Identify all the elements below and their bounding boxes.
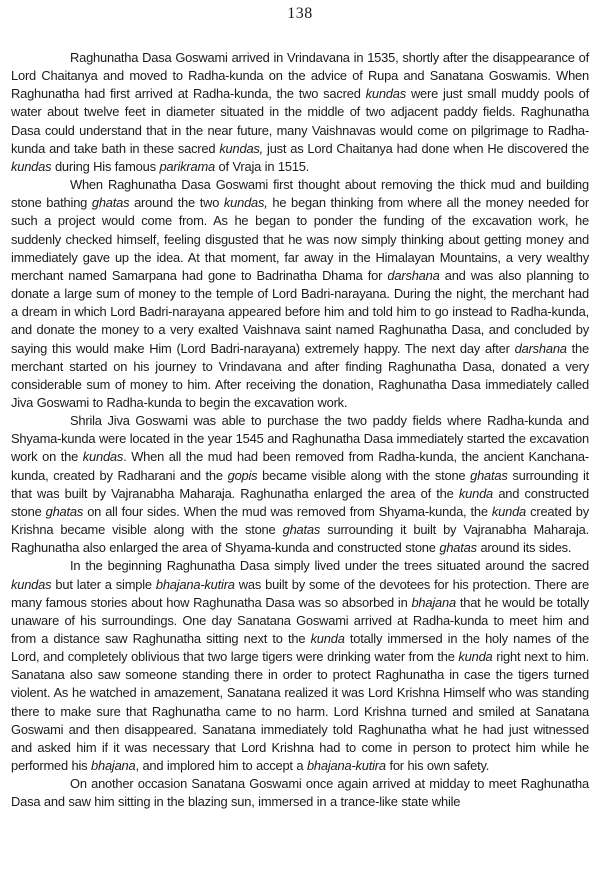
paragraph xyxy=(11,412,589,557)
text-run: for his own safety. xyxy=(385,758,490,774)
text-run: of Vraja in 1515. xyxy=(214,158,310,174)
paragraph xyxy=(11,49,589,176)
text-run: during His famous xyxy=(51,158,160,174)
italic-term: darshana xyxy=(387,267,440,283)
text-run: and was also planning to donate a large sum of money to the temple of Lord Badri-narayana. During the night, the merchant had a dream in which Lord Badri-narayana appeared before him and told him to go instead to Radha-kunda, and donate the money to a very exalted Vaishnava saint named Raghunatha Dasa, and concluded by saying this would make Him (Lord Badri-narayana) extremely happy. The next day after xyxy=(11,267,590,356)
text-run: In the beginning Raghunatha Dasa simply lived under the trees situated around the sacred xyxy=(70,558,589,574)
italic-term: kunda xyxy=(310,631,345,646)
italic-term: kundas xyxy=(365,86,406,102)
text-run: Raghunatha Dasa Goswami arrived in Vrindavana in 1535, shortly after the disappearance of Lord Chaitanya and moved to Radha-kunda on the advice of Rupa and Sanatana Goswamis. When Raghunatha had first arrived at Radha-kunda, the two sacred xyxy=(11,50,589,102)
text-run: Shrila Jiva Goswami was able to purchase the two paddy fields where Radha-kunda and Shyama-kunda were located in the year 1545 and Raghunatha Dasa immediately started the excavation work on the xyxy=(11,413,589,465)
text-run: just as Lord Chaitanya had done when He discovered the xyxy=(263,140,589,156)
text-run: right next to him. Sanatana also saw someone standing there in order to protect Raghunatha in case the tigers turned violent. As he watched in amazement, Sanatana realized it was Lord Krishna Himself who was standing there to make sure that Raghunatha came to no harm. Lord Krishna turned and smiled at Sanatana Goswami and then disappeared. Sanatana immediately told Raghunatha what he had just witnessed and asked him if it was necessary that Lord Krishna had to come in person to protect him while he performed his xyxy=(11,649,589,774)
text-run: surrounding it that was built by Vajranabha Maharaja. Raghunatha enlarged the area of the xyxy=(11,467,590,501)
text-run: he began thinking from where all the money needed for such a project would come from. As he began to ponder the funding of the excavation work, he suddenly checked himself, feeling disgusted that he was now simply thinking about getting money and immediately gave up the idea. At that moment, far away in the Himalayan Mountains, a very wealthy merchant named Samarpana had gone to Badrinatha Dhama for xyxy=(11,195,589,283)
text-run: were just small muddy pools of water about twelve feet in diameter situated in the middle of two adjacent paddy fields. Raghunatha Dasa could understand that in the near future, many Vaishnavas would come on pilgrimage to Radha-kunda and take bath in these sacred xyxy=(11,86,590,156)
italic-term: kundas xyxy=(11,158,52,174)
italic-term: kundas xyxy=(11,576,52,592)
paragraph xyxy=(11,176,589,412)
text-run: the merchant started on his journey to Vrindavana and after finding Raghunatha Dasa, donated a very considerable sum of money to him. After receiving the donation, Raghunatha Dasa immediately called Jiva Goswami to Radha-kunda to begin the excavation work. xyxy=(11,340,589,410)
page-body xyxy=(0,49,600,812)
italic-term: ghatas xyxy=(282,522,321,538)
text-run: On another occasion Sanatana Goswami once again arrived at midday to meet Raghunatha Dasa and saw him sitting in the blazing sun, immersed in a trance-like state while xyxy=(11,776,589,810)
italic-term: bhajana xyxy=(411,594,456,610)
text-run: created by Krishna became visible along with the stone xyxy=(11,503,589,538)
text-run: , and implored him to accept a xyxy=(135,758,307,774)
text-run: on all four sides. When the mud was removed from Shyama-kunda, the xyxy=(83,503,492,519)
page-number: 138 xyxy=(287,5,313,22)
italic-term: parikrama xyxy=(159,158,215,174)
text-run: around the two xyxy=(129,195,224,211)
text-run: . When all the mud had been removed from Radha-kunda, the ancient Kanchana-kunda, created by Radharani and the xyxy=(11,449,589,483)
text-run: and constructed stone xyxy=(11,485,589,519)
text-run: was built by some of the devotees for his protection. There are many famous stories about how Raghunatha Dasa was so absorbed in xyxy=(11,576,589,610)
italic-term: ghatas xyxy=(45,503,84,519)
italic-term: kunda xyxy=(458,485,494,501)
italic-term: kundas xyxy=(82,449,124,465)
text-run: around its sides. xyxy=(476,540,572,556)
text-run: totally immersed in the holy names of the Lord, and completely oblivious that two large tigers were drinking water from the xyxy=(11,631,589,665)
italic-term: ghatas xyxy=(439,540,477,556)
text-run: When Raghunatha Dasa Goswami first thought about removing the thick mud and building stone bathing xyxy=(11,177,589,211)
paragraph xyxy=(11,775,589,811)
italic-term: ghatas xyxy=(91,195,130,211)
italic-term: ghatas xyxy=(470,467,508,483)
italic-term: kundas, xyxy=(219,140,264,156)
italic-term: kunda xyxy=(458,649,493,665)
text-run: that he would be totally unaware of his surroundings. One day Sanatana Goswami arrived at Radha-kunda to meet him and from a distance saw Raghunatha sitting next to the xyxy=(11,594,589,646)
italic-term: kunda xyxy=(491,503,527,519)
italic-term: bhajana-kutira xyxy=(155,576,235,592)
paragraph xyxy=(11,557,589,775)
italic-term: bhajana-kutira xyxy=(306,758,386,774)
text-run: surrounding it built by Vajranabha Maharaja. Raghunatha also enlarged the area of Shyama-kunda and constructed stone xyxy=(11,522,590,556)
italic-term: gopis xyxy=(227,467,258,483)
text-run: became visible along with the stone xyxy=(257,467,471,483)
italic-term: kundas, xyxy=(223,195,268,211)
italic-term: bhajana xyxy=(91,758,136,774)
text-run: but later a simple xyxy=(51,576,156,592)
italic-term: darshana xyxy=(514,340,567,356)
